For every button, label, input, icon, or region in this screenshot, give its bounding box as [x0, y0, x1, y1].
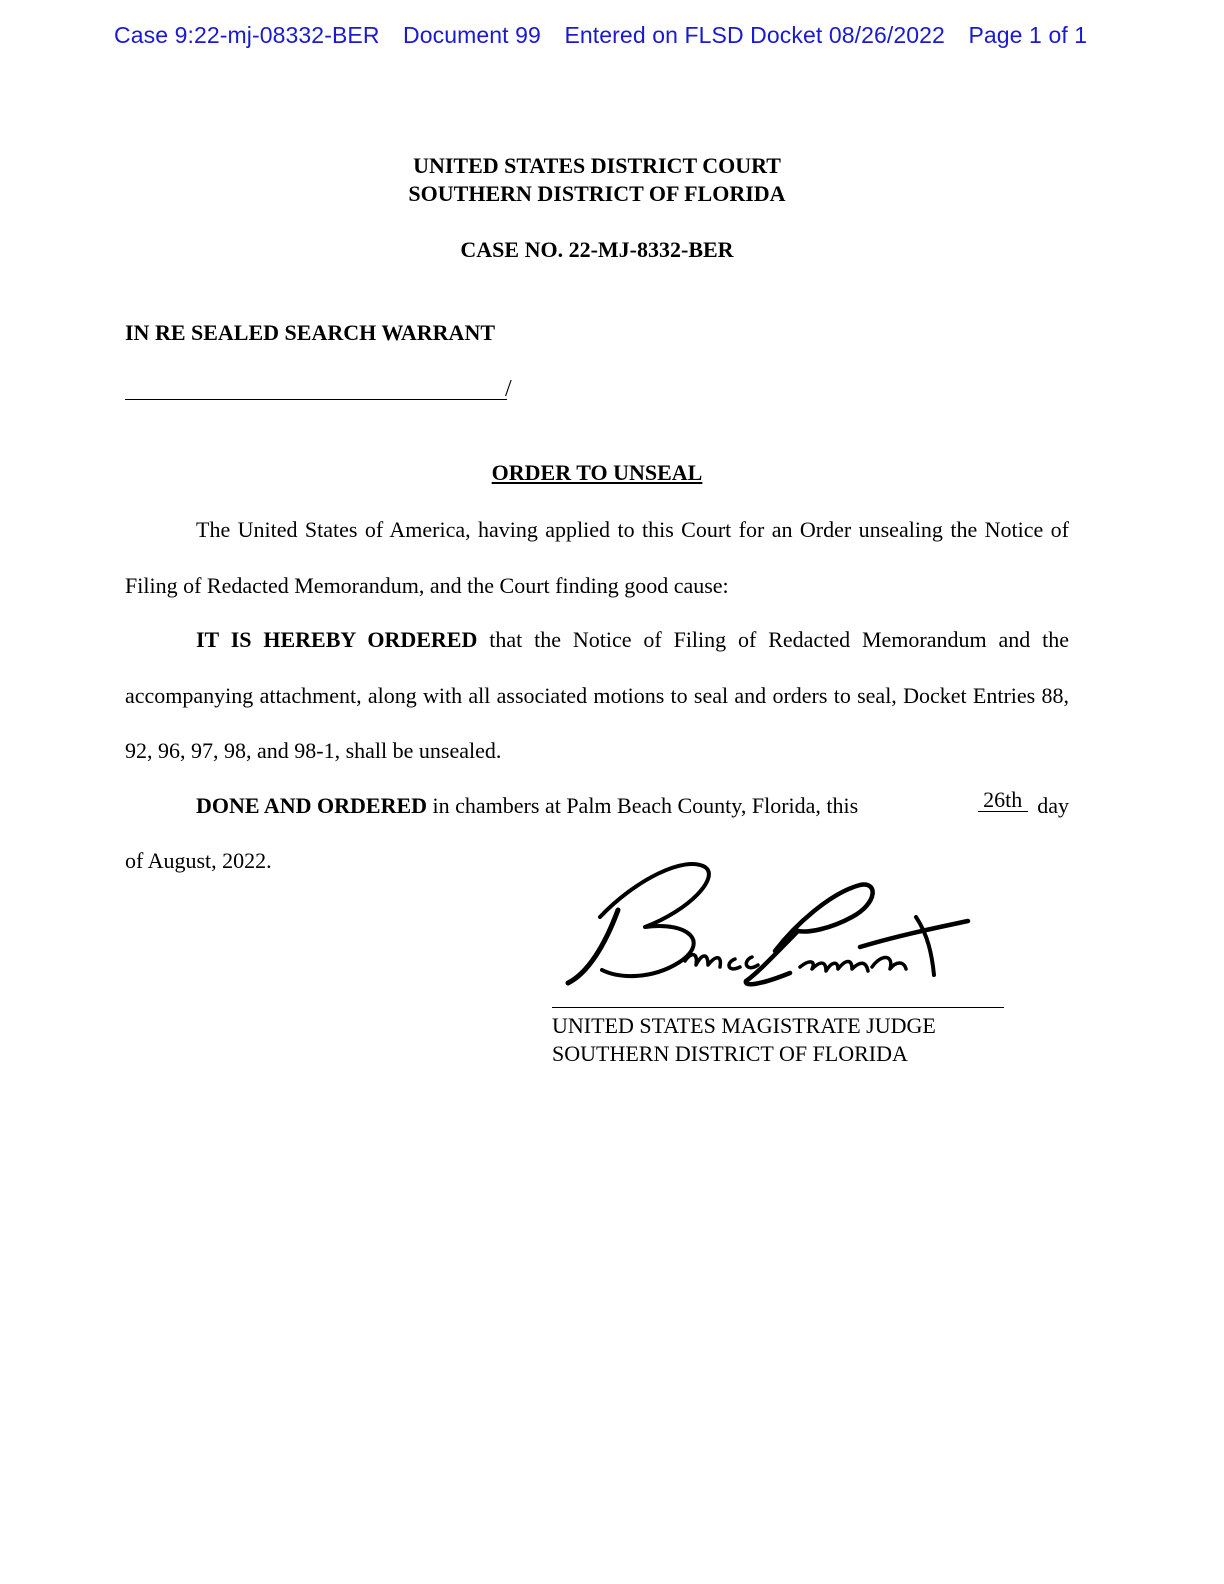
- done-and-ordered-line: [125, 778, 1069, 834]
- day-word: day: [1037, 793, 1069, 818]
- case-caption: IN RE SEALED SEARCH WARRANT: [125, 320, 496, 345]
- stamp-page-count: Page 1 of 1: [968, 22, 1088, 48]
- judge-signature: [560, 855, 980, 1000]
- order-paragraph-ordered: [125, 612, 1069, 779]
- done-bold-lead: DONE AND ORDERED: [196, 793, 428, 818]
- judge-title-line-2: SOUTHERN DISTRICT OF FLORIDA: [552, 1041, 908, 1066]
- caption-underline: [125, 399, 507, 400]
- stamp-case-number: Case 9:22-mj-08332-BER: [114, 22, 380, 48]
- day-blank: 26th: [978, 789, 1028, 812]
- done-text: in chambers at Palm Beach County, Florida, this: [427, 793, 859, 818]
- order-paragraph-application: The United States of America, having applied to this Court for an Order unsealing the Notice of Filing of Redacted Memorandum, and the Court finding good cause:: [125, 517, 1069, 598]
- ordered-bold-lead: IT IS HEREBY ORDERED: [196, 627, 478, 652]
- caption-slash: /: [505, 376, 512, 402]
- order-date: of August, 2022.: [125, 848, 272, 873]
- judge-title: [552, 1012, 936, 1068]
- court-district: SOUTHERN DISTRICT OF FLORIDA: [408, 181, 786, 206]
- court-name: UNITED STATES DISTRICT COURT: [413, 153, 781, 178]
- docket-header-stamp: [114, 22, 1087, 49]
- stamp-entered-date: Entered on FLSD Docket 08/26/2022: [564, 22, 945, 48]
- case-number: CASE NO. 22-MJ-8332-BER: [460, 237, 734, 262]
- order-title: ORDER TO UNSEAL: [491, 460, 703, 485]
- ordered-text: that the Notice of Filing of Redacted Memorandum and the accompanying attachment, along with all associated motions to seal and orders to seal, Docket Entries 88, 92, 96, 97, 98, and 98-1, shall be unsealed.: [125, 627, 1069, 763]
- judge-title-line-1: UNITED STATES MAGISTRATE JUDGE: [552, 1013, 936, 1038]
- signature-line: [552, 1007, 1004, 1008]
- stamp-document-number: Document 99: [403, 22, 541, 48]
